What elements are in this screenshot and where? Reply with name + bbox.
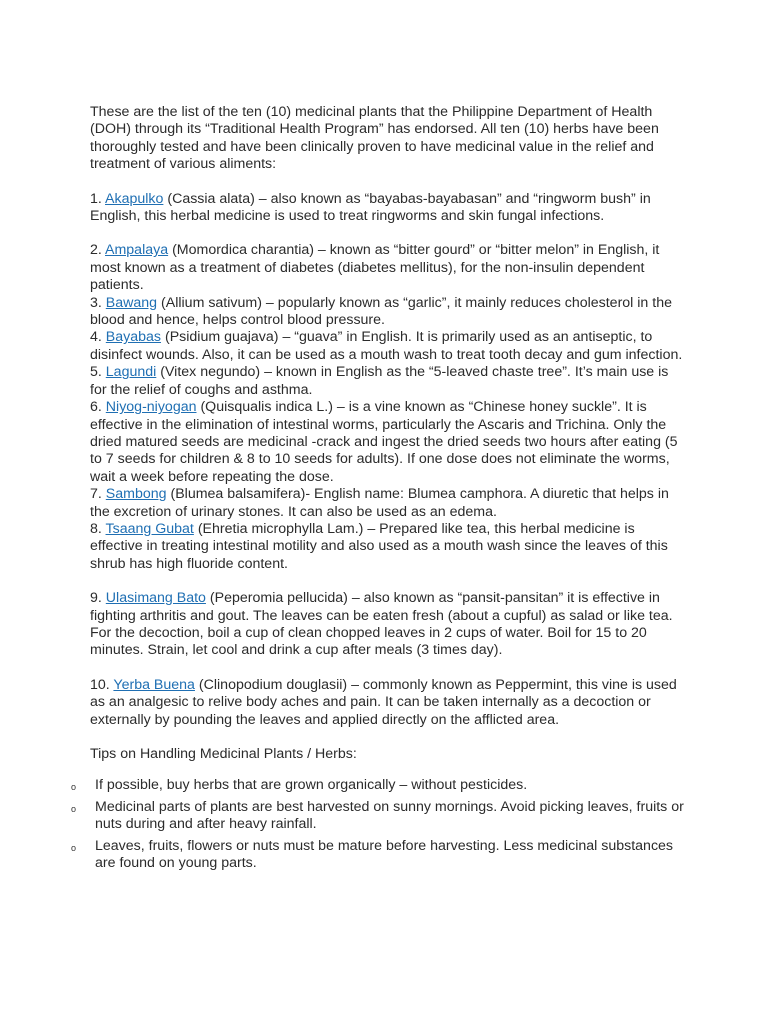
tips-heading: Tips on Handling Medicinal Plants / Herbs: [90,746,357,762]
plant-link-ampalaya[interactable]: Ampalaya [105,242,169,259]
plant-link-lagundi[interactable]: Lagundi [105,364,157,381]
plant-link-yerba-buena[interactable]: Yerba Buena [113,676,195,693]
plant-link-bawang[interactable]: Bawang [105,294,158,311]
plant-item-yerba-buena: 10. Yerba Buena (Clinopodium douglasii) – commonly known as Peppermint, this vine is used as an analgesic to relive body aches and pain. It can be taken internally as a decoction or externally by pounding the leaves and applied directly on the afflicted area. [90,676,677,728]
plant-item-lagundi: 5. Lagundi (Vitex negundo) – known in English as the “5-leaved chaste tree”. It’s main use is for the relief of coughs and asthma. [90,364,669,398]
intro-paragraph: These are the list of the ten (10) medicinal plants that the Philippine Department of Health (DOH) through its “Traditional Health Program” has endorsed. All ten (10) herbs have been thoroughly tested and have been clinically proven to have medicinal value in the relief and treatment of various aliments: [90,104,659,173]
plant-item-sambong: 7. Sambong (Blumea balsamifera)- English name: Blumea camphora. A diuretic that helps in the excretion of urinary stones. It can also be used as an edema. [90,486,669,520]
tips-list [71,777,685,872]
plant-item-tsaang-gubat: 8. Tsaang Gubat (Ehretia microphylla Lam.) – Prepared like tea, this herbal medicine is effective in treating intestinal motility and also used as a mouth wash since the leaves of this shrub has high fluoride content. [90,520,668,572]
plant-link-niyog-niyogan[interactable]: Niyog-niyogan [105,399,197,416]
bullet-icon: o [71,842,77,853]
list-item: o Leaves, fruits, flowers or nuts must be mature before harvesting. Less medicinal substances are found on young parts. [71,837,674,872]
plant-item-bayabas: 4. Bayabas (Psidium guajava) – “guava” in English. It is primarily used as an antiseptic, to disinfect wounds. Also, it can be used as a mouth wash to treat tooth decay and gum infection. [90,329,683,363]
plant-item-ulasimang-bato: 9. Ulasimang Bato (Peperomia pellucida) – also known as “pansit-pansitan” it is effective in fighting arthritis and gout. The leaves can be eaten fresh (about a cupful) as salad or like tea. For the decoction, boil a cup of clean chopped leaves in 2 cups of water. Boil for 15 to 20 minutes. Strain, let cool and drink a cup after meals (3 times day). [90,590,673,659]
plant-link-ulasimang-bato[interactable]: Ulasimang Bato [105,590,206,607]
bullet-icon: o [71,782,77,793]
bullet-icon: o [71,803,77,814]
plant-link-tsaang-gubat[interactable]: Tsaang Gubat [105,520,194,537]
plant-list [90,191,685,729]
list-item: o If possible, buy herbs that are grown organically – without pesticides. [90,777,685,794]
plant-item-ampalaya: 2. Ampalaya (Momordica charantia) – known as “bitter gourd” or “bitter melon” in English, it most known as a treatment of diabetes (diabetes mellitus), for the non-insulin dependent patients. [90,242,660,294]
plant-link-bayabas[interactable]: Bayabas [105,329,162,346]
plant-item-akapulko: 1. Akapulko (Cassia alata) – also known as “bayabas-bayabasan” and “ringworm bush” in English, this herbal medicine is used to treat ringworms and skin fungal infections. [90,190,651,225]
plant-link-sambong[interactable]: Sambong [105,486,167,503]
list-item: o Medicinal parts of plants are best harvested on sunny mornings. Avoid picking leaves, fruits or nuts during and after heavy rainfall. [71,798,684,833]
document-body [71,104,685,876]
plant-link-akapulko[interactable]: Akapulko [105,190,164,207]
plant-item-niyog-niyogan: 6. Niyog-niyogan (Quisqualis indica L.) – is a vine known as “Chinese honey suckle”. It is effective in the elimination of intestinal worms, particularly the Ascaris and Trichina. Only the dried matured seeds are medicinal -crack and ingest the dried seeds two hours after eating (5 to 7 seeds for children & 8 to 10 seeds for adults). If one dose does not eliminate the worms, wait a week before repeating the dose. [90,399,678,485]
plant-item-bawang: 3. Bawang (Allium sativum) – popularly known as “garlic”, it mainly reduces cholesterol in the blood and hence, helps control blood pressure. [90,294,672,329]
